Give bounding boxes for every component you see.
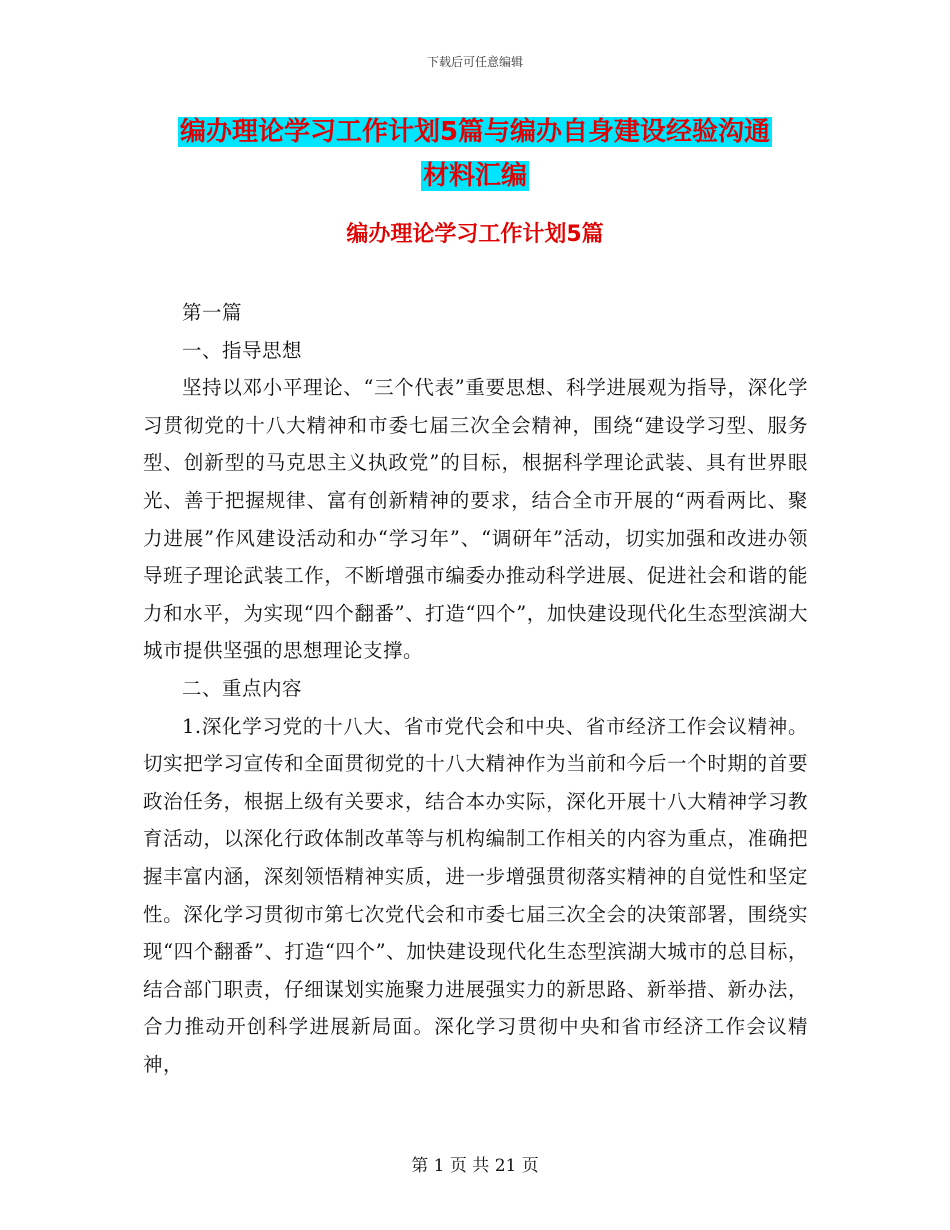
paragraph-key-content-1: 1.深化学习党的十八大、省市党代会和中央、省市经济工作会议精神。切实把学习宣传和全面贯彻党的十八大精神作为当前和今后一个时期的首要政治任务，根据上级有关要求，结合本办实际，深化开展十八大精神学习教育活动，以深化行政体制改革等与机构编制工作相关的内容为重点，准确把握丰富内涵，深刻领悟精神实质，进一步增强贯彻落实精神的自觉性和坚定性。深化学习贯彻市第七次党代会和市委七届三次全会的决策部署，围绕实现“四个翻番”、打造“四个”、加快建设现代化生态型滨湖大城市的总目标，结合部门职责，仔细谋划实施聚力进展强实力的新思路、新举措、新办法，合力推动开创科学进展新局面。深化学习贯彻中央和省市经济工作会议精神， <box>143 714 808 1076</box>
document-title <box>150 110 800 198</box>
document-body <box>143 294 808 1083</box>
page-number-footer: 第 1 页 共 21 页 <box>411 1156 539 1176</box>
paragraph-guiding-ideology: 坚持以邓小平理论、“三个代表”重要思想、科学进展观为指导，深化学习贯彻党的十八大精神和市委七届三次全会精神，围绕“建设学习型、服务型、创新型的马克思主义执政党”的目标，根据科学理论武装、具有世界眼光、善于把握规律、富有创新精神的要求，结合全市开展的“两看两比、聚力进展”作风建设活动和办“学习年”、“调研年”活动，切实加强和改进办领导班子理论武装工作，不断增强市编委办推动科学进展、促进社会和谐的能力和水平，为实现“四个翻番”、打造“四个”，加快建设现代化生态型滨湖大城市提供坚强的思想理论支撑。 <box>143 376 808 663</box>
paragraph-heading-guiding-ideology: 一、指导思想 <box>182 338 303 362</box>
page-header-note: 下载后可任意编辑 <box>426 55 523 69</box>
paragraph-part-label: 第一篇 <box>182 301 243 324</box>
section-title: 编办理论学习工作计划5篇 <box>346 222 604 247</box>
paragraph-heading-key-content: 二、重点内容 <box>182 676 303 700</box>
document-title-line-1: 编办理论学习工作计划5篇与编办自身建设经验沟通 <box>179 117 771 147</box>
document-title-line-2: 材料汇编 <box>422 161 527 191</box>
